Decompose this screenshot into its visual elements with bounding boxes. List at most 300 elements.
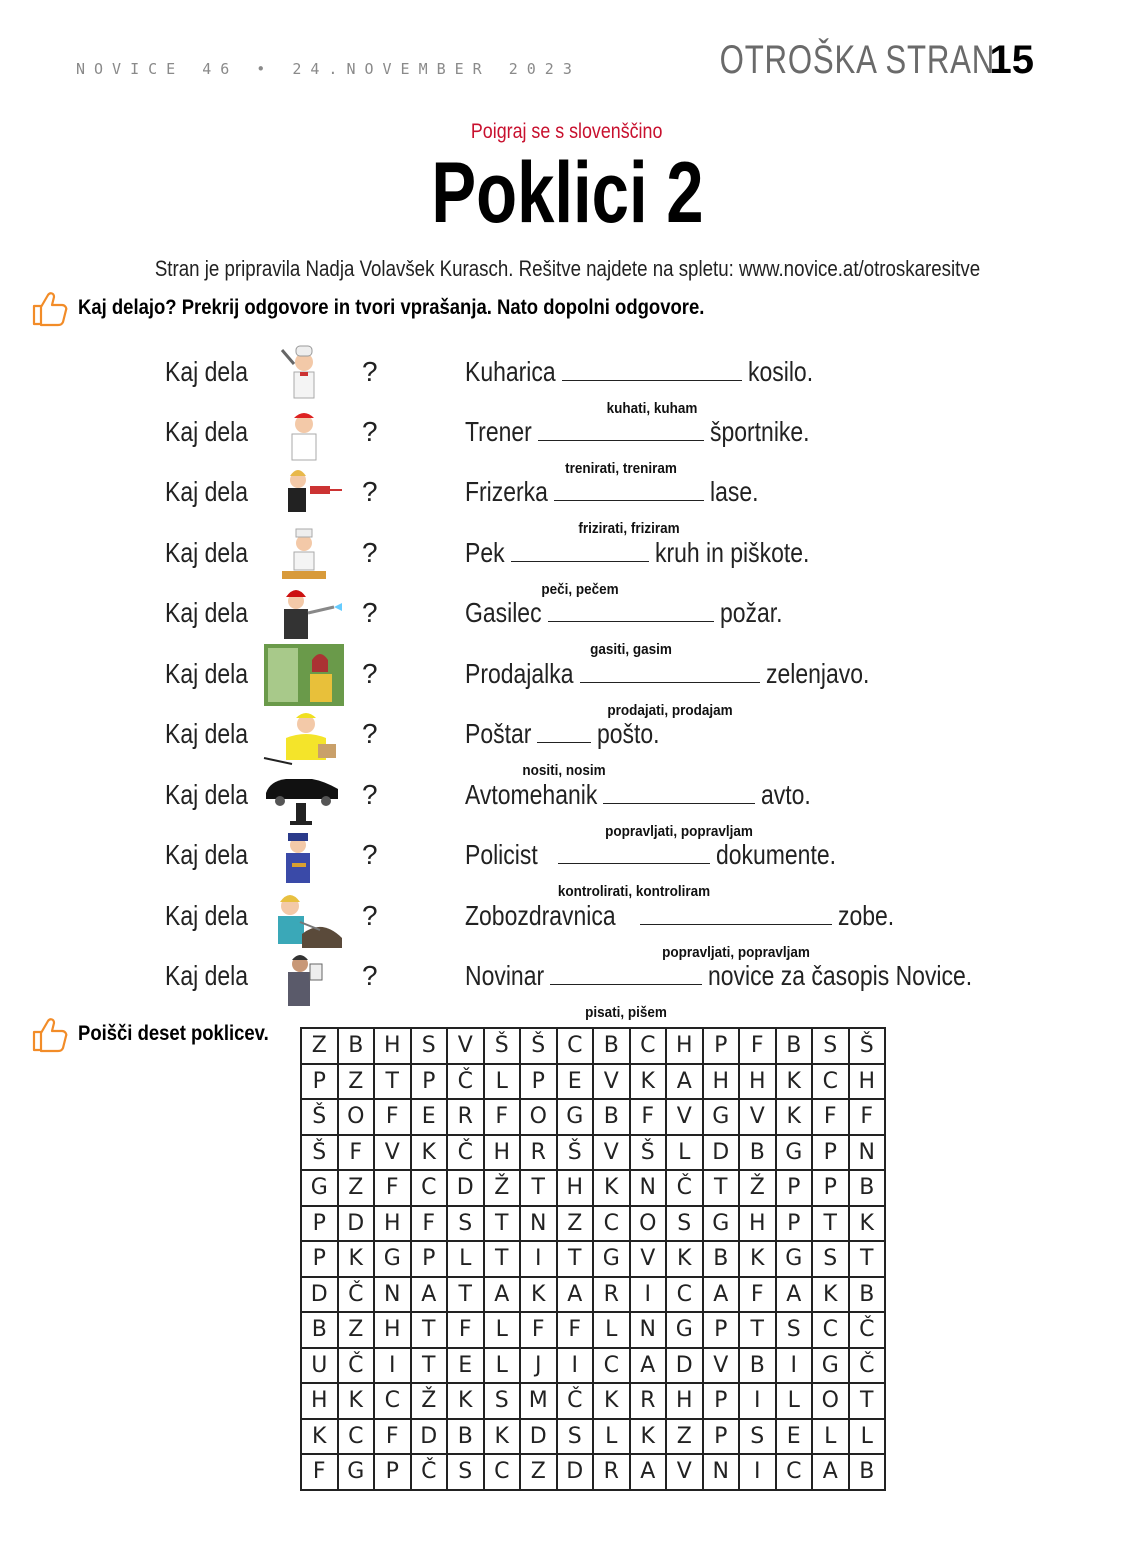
question-prefix: Kaj dela <box>165 839 248 870</box>
exercise-row <box>0 714 1134 779</box>
grid-cell[interactable]: K <box>447 1383 484 1419</box>
grid-cell[interactable]: B <box>301 1312 338 1348</box>
grid-cell[interactable]: R <box>593 1277 630 1313</box>
grid-cell[interactable]: S <box>812 1241 849 1277</box>
grid-cell[interactable]: K <box>301 1419 338 1455</box>
question-prefix: Kaj dela <box>165 476 248 507</box>
answer-sentence <box>465 839 862 900</box>
grid-cell[interactable]: G <box>301 1170 338 1206</box>
grid-cell[interactable]: R <box>447 1099 484 1135</box>
grid-cell[interactable]: O <box>630 1206 667 1242</box>
grid-cell[interactable]: B <box>593 1099 630 1135</box>
grid-cell[interactable]: H <box>703 1064 740 1100</box>
grid-cell[interactable]: K <box>812 1277 849 1313</box>
grid-cell[interactable]: V <box>703 1348 740 1384</box>
grid-cell[interactable]: C <box>666 1277 703 1313</box>
answer-object: avto. <box>761 779 812 810</box>
grid-cell[interactable]: G <box>703 1206 740 1242</box>
grid-cell[interactable]: I <box>739 1454 776 1490</box>
grid-cell[interactable]: H <box>666 1028 703 1064</box>
grid-cell[interactable]: T <box>703 1170 740 1206</box>
grid-cell[interactable]: T <box>411 1348 448 1384</box>
grid-cell[interactable]: V <box>374 1135 411 1171</box>
question-prefix: Kaj dela <box>165 718 248 749</box>
grid-cell[interactable]: I <box>374 1348 411 1384</box>
grid-cell[interactable]: K <box>338 1241 375 1277</box>
grid-cell[interactable]: P <box>520 1064 557 1100</box>
question-prefix: Kaj dela <box>165 416 248 447</box>
grid-cell[interactable]: L <box>776 1383 813 1419</box>
grid-cell[interactable]: E <box>411 1099 448 1135</box>
grid-cell[interactable]: E <box>776 1419 813 1455</box>
grid-cell[interactable]: D <box>447 1170 484 1206</box>
grid-cell[interactable]: K <box>593 1383 630 1419</box>
grid-cell[interactable]: F <box>557 1312 594 1348</box>
grid-row <box>301 1135 885 1171</box>
grid-cell[interactable]: B <box>593 1028 630 1064</box>
grid-cell[interactable]: A <box>812 1454 849 1490</box>
grid-cell[interactable]: Z <box>557 1206 594 1242</box>
question-prefix: Kaj dela <box>165 537 248 568</box>
grid-cell[interactable]: C <box>338 1419 375 1455</box>
grid-cell[interactable]: L <box>593 1419 630 1455</box>
police-officer-icon <box>262 823 346 889</box>
answer-blank[interactable] <box>522 718 606 779</box>
grid-cell[interactable]: O <box>812 1383 849 1419</box>
grid-cell[interactable]: A <box>411 1277 448 1313</box>
grid-cell[interactable]: Č <box>849 1348 886 1384</box>
grid-cell[interactable]: L <box>484 1064 521 1100</box>
grid-cell[interactable]: T <box>849 1383 886 1419</box>
credit-text: Stran je pripravila Nadja Volavšek Kurasch. Rešitve najdete na spletu: www.novice.at/otroskaresitve <box>154 256 980 281</box>
grid-cell[interactable]: H <box>374 1312 411 1348</box>
question-mark: ? <box>362 839 378 870</box>
grid-cell[interactable]: T <box>739 1312 776 1348</box>
grid-cell[interactable]: F <box>630 1099 667 1135</box>
grid-cell[interactable]: Š <box>557 1135 594 1171</box>
grid-cell[interactable]: B <box>739 1135 776 1171</box>
grid-cell[interactable]: F <box>739 1028 776 1064</box>
grid-cell[interactable]: H <box>374 1028 411 1064</box>
answer-object: dokumente. <box>715 839 836 870</box>
answer-blank[interactable] <box>554 476 704 537</box>
question-prefix: Kaj dela <box>165 597 248 628</box>
grid-cell[interactable]: Z <box>301 1028 338 1064</box>
exercise-row <box>0 835 1134 900</box>
grid-cell[interactable]: H <box>484 1135 521 1171</box>
grid-cell[interactable]: S <box>812 1028 849 1064</box>
exercise-row <box>0 775 1134 840</box>
grid-row <box>301 1312 885 1348</box>
grid-cell[interactable]: F <box>484 1099 521 1135</box>
grid-cell[interactable]: Š <box>849 1028 886 1064</box>
grid-cell[interactable]: F <box>411 1206 448 1242</box>
grid-cell[interactable]: S <box>557 1419 594 1455</box>
grid-cell[interactable]: K <box>520 1277 557 1313</box>
grid-cell[interactable]: Č <box>557 1383 594 1419</box>
grid-cell[interactable]: N <box>849 1135 886 1171</box>
grid-cell[interactable]: G <box>557 1099 594 1135</box>
grid-cell[interactable]: G <box>776 1135 813 1171</box>
grid-cell[interactable]: L <box>666 1135 703 1171</box>
grid-cell[interactable]: K <box>739 1241 776 1277</box>
grid-cell[interactable]: F <box>849 1099 886 1135</box>
grid-cell[interactable]: K <box>593 1170 630 1206</box>
grid-cell[interactable]: L <box>484 1312 521 1348</box>
grid-cell[interactable]: G <box>776 1241 813 1277</box>
question-mark: ? <box>362 476 378 507</box>
grid-cell[interactable]: C <box>484 1454 521 1490</box>
grid-row <box>301 1241 885 1277</box>
answer-subject: Poštar <box>465 718 532 749</box>
grid-cell[interactable]: D <box>338 1206 375 1242</box>
answer-blank[interactable] <box>511 537 649 598</box>
grid-cell[interactable]: Ž <box>411 1383 448 1419</box>
instruction-text: Poišči deset poklicev. <box>78 1022 269 1045</box>
word-search-grid <box>300 1027 886 1491</box>
grid-cell[interactable]: S <box>484 1383 521 1419</box>
grid-cell[interactable]: Č <box>411 1454 448 1490</box>
grid-cell[interactable]: V <box>447 1028 484 1064</box>
grid-cell[interactable]: P <box>301 1064 338 1100</box>
grid-cell[interactable]: Č <box>338 1348 375 1384</box>
verb-hint: kuhati, kuham <box>606 400 697 417</box>
answer-subject: Zobozdravnica <box>465 900 616 931</box>
chef-icon <box>262 340 346 406</box>
grid-cell[interactable]: K <box>630 1064 667 1100</box>
grid-cell[interactable]: C <box>776 1454 813 1490</box>
answer-blank[interactable] <box>640 900 832 961</box>
grid-cell[interactable]: S <box>739 1419 776 1455</box>
grid-cell[interactable]: Č <box>447 1135 484 1171</box>
grid-cell[interactable]: L <box>849 1419 886 1455</box>
grid-cell[interactable]: N <box>520 1206 557 1242</box>
grid-cell[interactable]: K <box>630 1419 667 1455</box>
grid-cell[interactable]: D <box>411 1419 448 1455</box>
grid-cell[interactable]: V <box>666 1454 703 1490</box>
verb-hint: frizirati, friziram <box>578 520 680 537</box>
question-mark: ? <box>362 658 378 689</box>
grid-cell[interactable]: H <box>374 1206 411 1242</box>
grid-cell[interactable]: S <box>447 1206 484 1242</box>
grid-cell[interactable]: H <box>666 1383 703 1419</box>
grid-cell[interactable]: A <box>630 1348 667 1384</box>
verb-hint: popravljati, popravljam <box>661 944 810 961</box>
grid-cell[interactable]: P <box>703 1028 740 1064</box>
grid-cell[interactable]: F <box>447 1312 484 1348</box>
grid-cell[interactable]: I <box>557 1348 594 1384</box>
grid-cell[interactable]: V <box>593 1135 630 1171</box>
grid-cell[interactable]: P <box>703 1383 740 1419</box>
grid-cell[interactable]: Š <box>301 1099 338 1135</box>
shop-assistant-icon <box>262 642 346 708</box>
mail-carrier-icon <box>262 702 346 768</box>
grid-cell[interactable]: A <box>630 1454 667 1490</box>
grid-cell[interactable]: T <box>411 1312 448 1348</box>
grid-cell[interactable]: A <box>557 1277 594 1313</box>
grid-cell[interactable]: S <box>411 1028 448 1064</box>
grid-cell[interactable]: T <box>849 1241 886 1277</box>
grid-cell[interactable]: B <box>849 1170 886 1206</box>
grid-cell[interactable]: P <box>411 1064 448 1100</box>
grid-cell[interactable]: K <box>484 1419 521 1455</box>
grid-cell[interactable]: H <box>739 1064 776 1100</box>
verb-hint: popravljati, popravljam <box>605 823 754 840</box>
grid-cell[interactable]: G <box>374 1241 411 1277</box>
verb-hint: prodajati, prodajam <box>606 702 733 719</box>
answer-sentence <box>465 960 1030 1021</box>
grid-cell[interactable]: P <box>301 1241 338 1277</box>
grid-row <box>301 1064 885 1100</box>
exercise-row <box>0 412 1134 477</box>
exercise-row <box>0 593 1134 658</box>
grid-cell[interactable]: F <box>338 1135 375 1171</box>
question-mark: ? <box>362 779 378 810</box>
grid-cell[interactable]: P <box>703 1312 740 1348</box>
grid-cell[interactable]: L <box>484 1348 521 1384</box>
grid-cell[interactable]: H <box>301 1383 338 1419</box>
grid-cell[interactable]: E <box>447 1348 484 1384</box>
grid-cell[interactable]: F <box>374 1170 411 1206</box>
grid-cell[interactable]: D <box>301 1277 338 1313</box>
grid-cell[interactable]: C <box>557 1028 594 1064</box>
answer-blank[interactable] <box>548 597 714 658</box>
grid-cell[interactable]: T <box>812 1206 849 1242</box>
grid-cell[interactable]: Z <box>666 1419 703 1455</box>
grid-cell[interactable]: T <box>374 1064 411 1100</box>
grid-cell[interactable]: C <box>411 1170 448 1206</box>
baker-icon <box>262 521 346 587</box>
grid-cell[interactable]: J <box>520 1348 557 1384</box>
grid-cell[interactable]: Č <box>338 1277 375 1313</box>
grid-cell[interactable]: P <box>812 1170 849 1206</box>
grid-cell[interactable]: I <box>630 1277 667 1313</box>
answer-object: zobe. <box>837 900 894 931</box>
grid-cell[interactable]: D <box>703 1135 740 1171</box>
grid-row <box>301 1277 885 1313</box>
grid-cell[interactable]: P <box>776 1206 813 1242</box>
grid-cell[interactable]: C <box>812 1312 849 1348</box>
grid-cell[interactable]: R <box>520 1135 557 1171</box>
grid-cell[interactable]: A <box>484 1277 521 1313</box>
question-mark: ? <box>362 537 378 568</box>
grid-cell[interactable]: F <box>812 1099 849 1135</box>
grid-cell[interactable]: L <box>447 1241 484 1277</box>
grid-cell[interactable]: O <box>338 1099 375 1135</box>
grid-cell[interactable]: H <box>849 1064 886 1100</box>
grid-cell[interactable]: Š <box>630 1135 667 1171</box>
grid-cell[interactable]: K <box>411 1135 448 1171</box>
grid-cell[interactable]: C <box>593 1348 630 1384</box>
answer-object: kruh in piškote. <box>654 537 810 568</box>
grid-cell[interactable]: E <box>557 1064 594 1100</box>
exercise-row <box>0 533 1134 598</box>
grid-cell[interactable]: S <box>776 1312 813 1348</box>
grid-cell[interactable]: N <box>374 1277 411 1313</box>
grid-cell[interactable]: Z <box>338 1064 375 1100</box>
verb-hint: gasiti, gasim <box>589 641 672 658</box>
grid-cell[interactable]: Z <box>520 1454 557 1490</box>
grid-cell[interactable]: V <box>593 1064 630 1100</box>
answer-sentence <box>465 356 827 417</box>
answer-sentence <box>465 416 831 477</box>
grid-cell[interactable]: V <box>630 1241 667 1277</box>
exercise1-instruction <box>30 288 790 328</box>
grid-cell[interactable]: Č <box>849 1312 886 1348</box>
grid-cell[interactable]: B <box>849 1277 886 1313</box>
answer-subject: Avtomehanik <box>465 779 598 810</box>
exercise-row <box>0 896 1134 961</box>
grid-cell[interactable]: T <box>447 1277 484 1313</box>
page-header <box>642 38 1034 83</box>
grid-cell[interactable]: C <box>374 1383 411 1419</box>
coach-icon <box>262 400 346 466</box>
grid-cell[interactable]: S <box>666 1206 703 1242</box>
grid-cell[interactable]: N <box>703 1454 740 1490</box>
grid-cell[interactable]: C <box>593 1206 630 1242</box>
answer-object: pošto. <box>597 718 660 749</box>
verb-hint: nositi, nosim <box>522 762 606 779</box>
grid-cell[interactable]: T <box>484 1206 521 1242</box>
grid-cell[interactable]: Z <box>338 1312 375 1348</box>
mechanic-icon <box>262 763 346 829</box>
grid-cell[interactable]: K <box>338 1383 375 1419</box>
grid-cell[interactable]: K <box>776 1064 813 1100</box>
grid-cell[interactable]: K <box>849 1206 886 1242</box>
section-name: OTROŠKA STRAN <box>720 38 996 82</box>
answer-sentence <box>465 597 796 658</box>
grid-row <box>301 1419 885 1455</box>
grid-cell[interactable]: Š <box>484 1028 521 1064</box>
grid-cell[interactable]: P <box>374 1454 411 1490</box>
grid-cell[interactable]: B <box>447 1419 484 1455</box>
question-mark: ? <box>362 597 378 628</box>
grid-cell[interactable]: D <box>520 1419 557 1455</box>
grid-cell[interactable]: Š <box>520 1028 557 1064</box>
grid-cell[interactable]: D <box>557 1454 594 1490</box>
grid-cell[interactable]: R <box>630 1383 667 1419</box>
hairdresser-icon <box>262 460 346 526</box>
grid-cell[interactable]: G <box>812 1348 849 1384</box>
grid-row <box>301 1028 885 1064</box>
exercise-row <box>0 352 1134 417</box>
grid-cell[interactable]: F <box>739 1277 776 1313</box>
grid-cell[interactable]: T <box>484 1241 521 1277</box>
grid-cell[interactable]: H <box>557 1170 594 1206</box>
answer-sentence <box>465 779 822 840</box>
grid-cell[interactable]: G <box>703 1099 740 1135</box>
grid-cell[interactable]: Č <box>666 1170 703 1206</box>
grid-cell[interactable]: F <box>301 1454 338 1490</box>
journalist-icon <box>262 944 346 1010</box>
grid-cell[interactable]: F <box>374 1099 411 1135</box>
grid-cell[interactable]: P <box>301 1206 338 1242</box>
grid-cell[interactable]: V <box>739 1099 776 1135</box>
firefighter-icon <box>262 581 346 647</box>
grid-cell[interactable]: B <box>776 1028 813 1064</box>
grid-cell[interactable]: Z <box>338 1170 375 1206</box>
grid-cell[interactable]: H <box>739 1206 776 1242</box>
dentist-icon <box>262 884 346 950</box>
answer-sentence <box>465 718 674 779</box>
verb-hint: pisati, pišem <box>585 1004 668 1021</box>
grid-cell[interactable]: G <box>593 1241 630 1277</box>
exercise-row <box>0 654 1134 719</box>
question-prefix: Kaj dela <box>165 900 248 931</box>
grid-row <box>301 1099 885 1135</box>
grid-cell[interactable]: A <box>666 1064 703 1100</box>
grid-cell[interactable]: P <box>411 1241 448 1277</box>
grid-cell[interactable]: U <box>301 1348 338 1384</box>
grid-cell[interactable]: M <box>520 1383 557 1419</box>
answer-blank[interactable] <box>538 416 704 477</box>
grid-cell[interactable]: G <box>338 1454 375 1490</box>
answer-subject: Kuharica <box>465 356 556 387</box>
instruction-text: Kaj delajo? Prekrij odgovore in tvori vprašanja. Nato dopolni odgovore. <box>78 296 705 319</box>
grid-cell[interactable]: F <box>520 1312 557 1348</box>
grid-cell[interactable]: B <box>739 1348 776 1384</box>
answer-blank[interactable] <box>557 839 710 900</box>
grid-cell[interactable]: A <box>776 1277 813 1313</box>
grid-cell[interactable]: D <box>666 1348 703 1384</box>
grid-cell[interactable]: L <box>593 1312 630 1348</box>
grid-cell[interactable]: P <box>812 1135 849 1171</box>
grid-cell[interactable]: C <box>812 1064 849 1100</box>
answer-object: kosilo. <box>747 356 813 387</box>
answer-blank[interactable] <box>562 356 742 417</box>
answer-blank[interactable] <box>603 779 755 840</box>
grid-cell[interactable]: Š <box>301 1135 338 1171</box>
grid-cell[interactable]: C <box>630 1028 667 1064</box>
answer-object: zelenjavo. <box>765 658 869 689</box>
grid-cell[interactable]: Ž <box>739 1170 776 1206</box>
grid-cell[interactable]: O <box>520 1099 557 1135</box>
grid-cell[interactable]: K <box>666 1241 703 1277</box>
question-mark: ? <box>362 356 378 387</box>
grid-cell[interactable]: V <box>666 1099 703 1135</box>
grid-cell[interactable]: I <box>776 1348 813 1384</box>
grid-cell[interactable]: P <box>703 1419 740 1455</box>
exercise-row <box>0 956 1134 1021</box>
grid-cell[interactable]: N <box>630 1170 667 1206</box>
grid-cell[interactable]: B <box>338 1028 375 1064</box>
answer-blank[interactable] <box>550 960 702 1021</box>
grid-cell[interactable]: F <box>374 1419 411 1455</box>
grid-cell[interactable]: T <box>520 1170 557 1206</box>
grid-cell[interactable]: P <box>776 1170 813 1206</box>
verb-hint: kontrolirati, kontroliram <box>557 883 710 900</box>
grid-cell[interactable]: Ž <box>484 1170 521 1206</box>
grid-cell[interactable]: G <box>666 1312 703 1348</box>
grid-cell[interactable]: N <box>630 1312 667 1348</box>
grid-cell[interactable]: L <box>812 1419 849 1455</box>
grid-cell[interactable]: Č <box>447 1064 484 1100</box>
answer-subject: Gasilec <box>465 597 542 628</box>
grid-cell[interactable]: T <box>557 1241 594 1277</box>
grid-cell[interactable]: A <box>703 1277 740 1313</box>
grid-cell[interactable]: B <box>703 1241 740 1277</box>
grid-cell[interactable]: B <box>849 1454 886 1490</box>
grid-cell[interactable]: I <box>739 1383 776 1419</box>
answer-sentence <box>465 900 906 961</box>
grid-cell[interactable]: K <box>776 1099 813 1135</box>
answer-sentence <box>465 537 843 598</box>
grid-cell[interactable]: R <box>593 1454 630 1490</box>
grid-cell[interactable]: S <box>447 1454 484 1490</box>
grid-cell[interactable]: I <box>520 1241 557 1277</box>
answer-blank[interactable] <box>580 658 760 719</box>
question-prefix: Kaj dela <box>165 356 248 387</box>
